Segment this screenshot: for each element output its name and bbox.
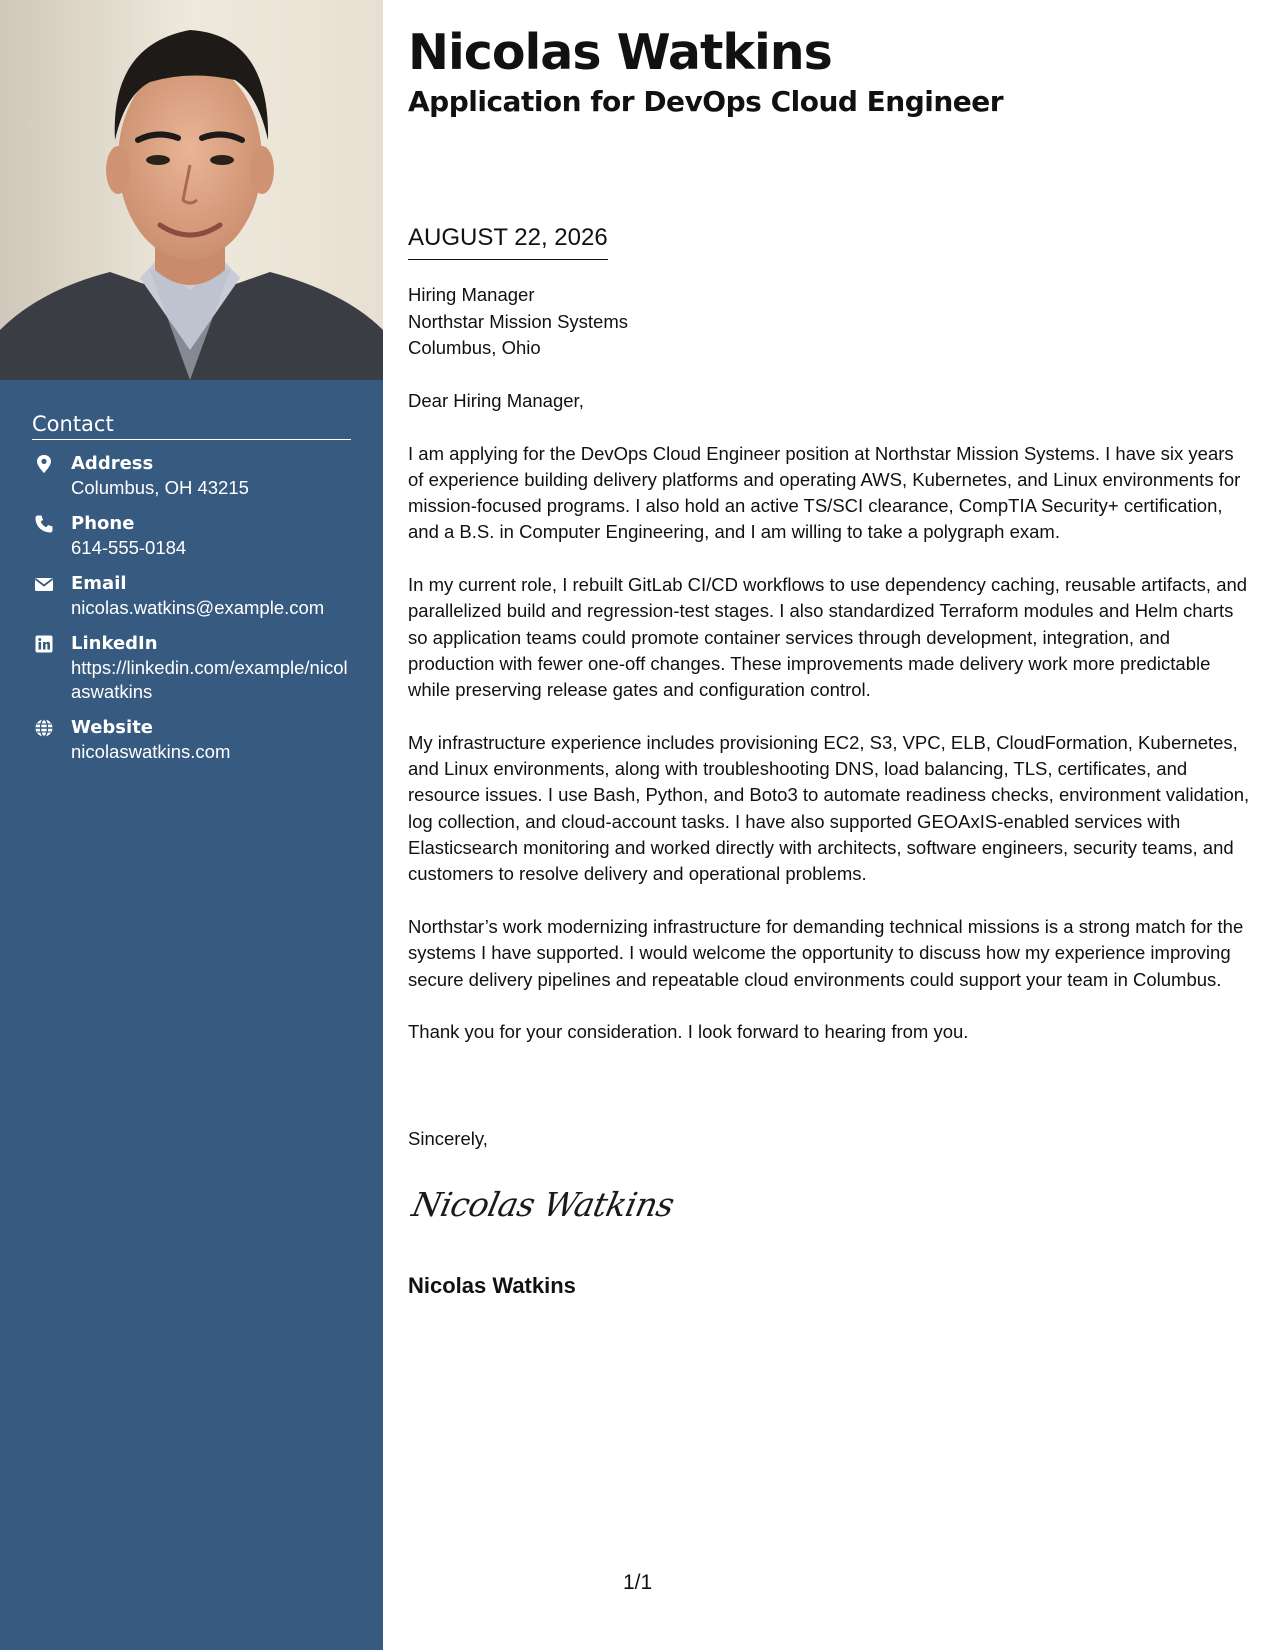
map-pin-icon	[34, 454, 54, 474]
contact-label: Address	[71, 453, 154, 474]
linkedin-link[interactable]: https://linkedin.com/example/nicolaswatkins	[71, 657, 348, 702]
body-paragraph: In my current role, I rebuilt GitLab CI/CD workflows to use dependency caching, reusable artifacts, and parallelized build and regression-test stages. I also standardized Terraform modules and Helm charts so application teams could promote container services through development, integration, and production with fewer one-off changes. These improvements made delivery work more predictable while preserving release gates and configuration control.	[408, 574, 1248, 701]
envelope-icon	[34, 574, 54, 594]
recipient-company: Northstar Mission Systems	[408, 310, 628, 332]
contact-section	[32, 412, 351, 776]
contact-label: LinkedIn	[71, 633, 158, 654]
letter-date: AUGUST 22, 2026	[408, 223, 608, 260]
signed-name: Nicolas Watkins	[408, 1273, 576, 1298]
website-link[interactable]: nicolaswatkins.com	[71, 741, 231, 762]
applicant-name: Nicolas Watkins	[408, 24, 832, 81]
body-paragraph: My infrastructure experience includes provisioning EC2, S3, VPC, ELB, CloudFormation, Kubernetes, and Linux environments, along with troubleshooting DNS, load balancing, TLS, certificates, and resource issues. I use Bash, Python, and Boto3 to automate readiness checks, environment validation, log collection, and cloud-account tasks. I have also supported GEOAxIS-enabled services with Elasticsearch monitoring and worked directly with architects, software engineers, security teams, and customers to resolve delivery and operational problems.	[408, 731, 1250, 885]
body-paragraph: Northstar’s work modernizing infrastructure for demanding technical missions is a strong match for the systems I have supported. I would welcome the opportunity to discuss how my experience improving secure delivery pipelines and repeatable cloud environments could support your team in Columbus.	[408, 915, 1244, 990]
recipient-location: Columbus, Ohio	[408, 337, 541, 358]
globe-icon	[34, 718, 54, 738]
email-value[interactable]: nicolas.watkins@example.com	[71, 597, 325, 618]
contact-item-email	[32, 572, 351, 620]
body-paragraph: Thank you for your consideration. I look forward to hearing from you.	[408, 1021, 969, 1043]
phone-value[interactable]: 614-555-0184	[71, 537, 187, 558]
body-paragraph: I am applying for the DevOps Cloud Engineer position at Northstar Mission Systems. I have six years of experience building delivery platforms and operating AWS, Kubernetes, and Linux environments for mission-focused programs. I also hold an active TS/SCI clearance, CompTIA Security+ certification, and a B.S. in Computer Engineering, and I am willing to take a polygraph exam.	[408, 442, 1241, 543]
contact-label: Website	[71, 717, 154, 738]
salutation: Dear Hiring Manager,	[408, 390, 584, 411]
recipient-title: Hiring Manager	[408, 284, 535, 305]
contact-label: Email	[71, 573, 127, 594]
contact-item-address	[32, 452, 351, 500]
contact-item-phone	[32, 512, 351, 560]
phone-icon	[34, 514, 54, 534]
contact-item-website	[32, 716, 351, 764]
contact-label: Phone	[71, 513, 135, 534]
address-value: Columbus, OH 43215	[71, 477, 249, 498]
profile-photo	[0, 0, 383, 380]
application-subtitle: Application for DevOps Cloud Engineer	[408, 85, 1004, 118]
linkedin-icon	[34, 634, 54, 654]
contact-heading: Contact	[32, 412, 351, 440]
letter-body	[408, 388, 1250, 1072]
sidebar	[0, 0, 383, 1650]
handwritten-signature: Nicolas Watkins	[408, 1185, 678, 1224]
recipient-block	[408, 282, 628, 362]
contact-item-linkedin	[32, 632, 351, 704]
closing: Sincerely,	[408, 1128, 488, 1149]
page-number: 1/1	[623, 1571, 653, 1594]
